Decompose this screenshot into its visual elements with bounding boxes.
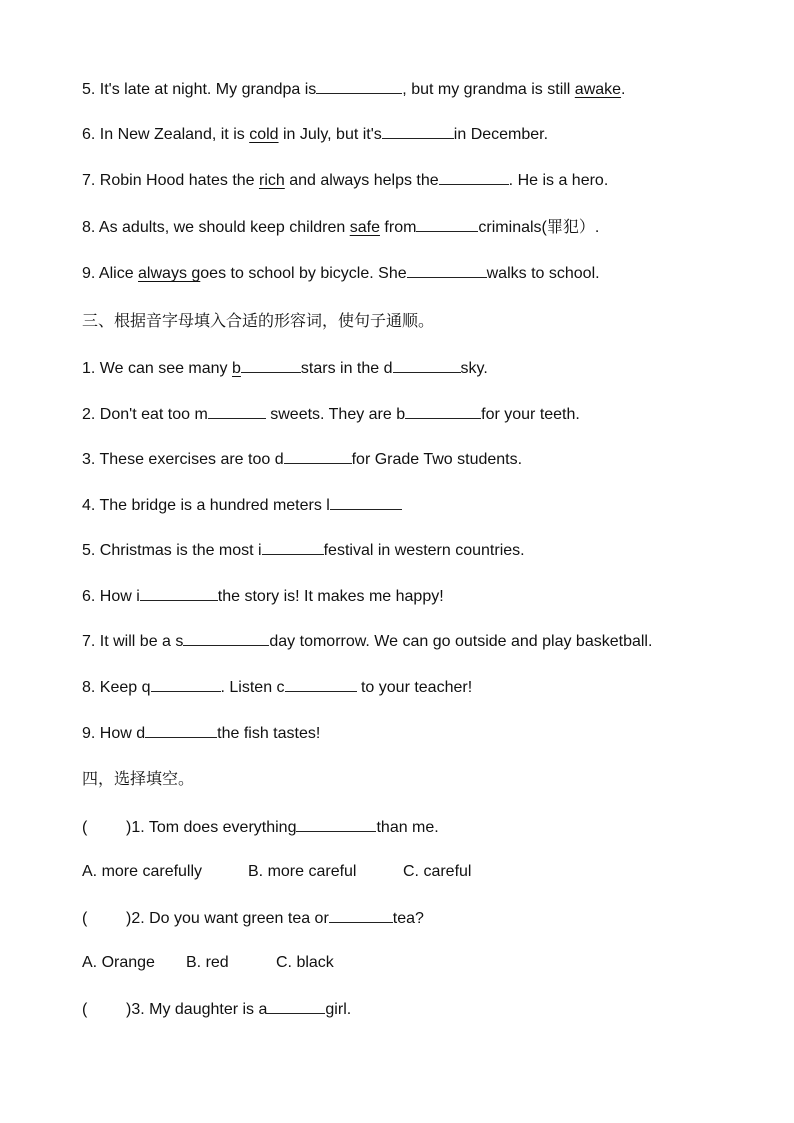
answer-blank[interactable] [330,494,402,510]
answer-blank[interactable] [145,722,217,738]
option-a[interactable]: A. more carefully [82,863,203,880]
underlined-word: safe [349,219,380,236]
q-text: )1. Tom does everything [126,819,297,836]
answer-blank[interactable] [262,539,324,555]
q-text: 4. The bridge is a hundred meters l [82,497,330,514]
q-text: walks to school. [486,265,600,282]
answer-blank[interactable] [183,630,269,646]
answer-blank[interactable] [140,585,218,601]
q-text: in December. [453,126,549,143]
q-text: 9. Alice [82,265,139,282]
option-a[interactable]: A. Orange [82,954,155,971]
q-text: . He is a hero. [508,172,609,189]
answer-blank[interactable] [285,676,357,692]
s4-q3 [82,998,351,1021]
answer-blank[interactable] [405,403,481,419]
q-text: sweets. They are b [265,406,406,423]
s4-q1-options [82,861,471,883]
answer-blank[interactable] [241,357,301,373]
q-text: 8. Keep q [82,679,151,696]
underlined-word: awake [574,81,622,98]
q-text: from [379,219,417,236]
s3-q8 [82,676,472,699]
s2-q6 [82,123,548,146]
q-text: festival in western countries. [323,542,525,559]
s2-q7 [82,169,608,192]
answer-blank[interactable] [208,403,266,419]
q-text: the story is! It makes me happy! [217,588,444,605]
answer-blank [267,998,325,1014]
s3-q4 [82,494,402,517]
q-text: for your teeth. [481,406,580,423]
q-text: to your teacher! [356,679,473,696]
answer-blank[interactable] [407,262,487,278]
s2-q5 [82,78,626,101]
s3-q9 [82,722,320,745]
q-text: 2. Don't eat too m [82,406,208,423]
q-text: . Listen c [220,679,285,696]
underlined-word: cold [249,126,279,143]
q-text: 8. As adults, we should keep children [82,219,350,236]
q-text: )2. Do you want green tea or [126,910,329,927]
q-text: sky. [460,360,488,377]
underlined-word: always g [138,265,201,282]
s4-q1 [82,816,439,839]
answer-blank[interactable] [393,357,461,373]
answer-blank[interactable] [382,123,454,139]
option-c[interactable]: C. black [276,954,334,971]
q-text: 5. It's late at night. My grandpa is [82,81,317,98]
q-text: in July, but it's [278,126,382,143]
answer-blank[interactable] [416,216,478,232]
q-text: criminals(罪犯）. [478,219,600,236]
answer-bracket[interactable]: ( [82,1001,88,1018]
q-text: 9. How d [82,725,146,742]
option-b[interactable]: B. red [186,954,229,971]
answer-blank [329,907,393,923]
q-text: 1. We can see many [82,360,232,377]
answer-blank[interactable] [284,448,352,464]
q-text: 7. Robin Hood hates the [82,172,260,189]
q-text: )3. My daughter is a [126,1001,268,1018]
s3-q1 [82,357,488,380]
s3-q7 [82,630,652,653]
answer-bracket[interactable]: ( [82,910,88,927]
s4-q2-options [82,952,334,974]
s3-q3 [82,448,522,471]
q-text: 3. These exercises are too d [82,451,284,468]
q-text: than me. [376,819,439,836]
q-text: tea? [392,910,424,927]
q-text: 5. Christmas is the most i [82,542,262,559]
answer-blank[interactable] [151,676,221,692]
option-b[interactable]: B. more careful [248,863,357,880]
answer-blank [296,816,376,832]
q-text: girl. [325,1001,352,1018]
section3-heading: 三、根据音字母填入合适的形容词，使句子通顺。 [82,311,435,330]
answer-blank[interactable] [439,169,509,185]
s3-q5 [82,539,525,562]
q-text: day tomorrow. We can go outside and play basketball. [269,633,653,650]
q-text: . [621,81,626,98]
answer-blank[interactable] [316,78,402,94]
q-text: the fish tastes! [217,725,321,742]
answer-bracket[interactable]: ( [82,819,88,836]
option-c[interactable]: C. careful [403,863,472,880]
s4-q2 [82,907,424,930]
q-text: , but my grandma is still [402,81,575,98]
s3-q2 [82,403,580,426]
underlined-word: rich [259,172,285,189]
q-text: stars in the d [300,360,393,377]
q-text: 6. In New Zealand, it is [82,126,250,143]
s2-q8 [82,216,599,239]
s2-q9 [82,262,600,285]
q-text: 7. It will be a s [82,633,184,650]
q-text: for Grade Two students. [351,451,523,468]
section4-heading: 四，选择填空。 [82,769,195,788]
q-text: and always helps the [284,172,439,189]
s3-q6 [82,585,444,608]
q-text: oes to school by bicycle. She [200,265,407,282]
initial-letter: b [232,360,241,377]
q-text: 6. How i [82,588,140,605]
